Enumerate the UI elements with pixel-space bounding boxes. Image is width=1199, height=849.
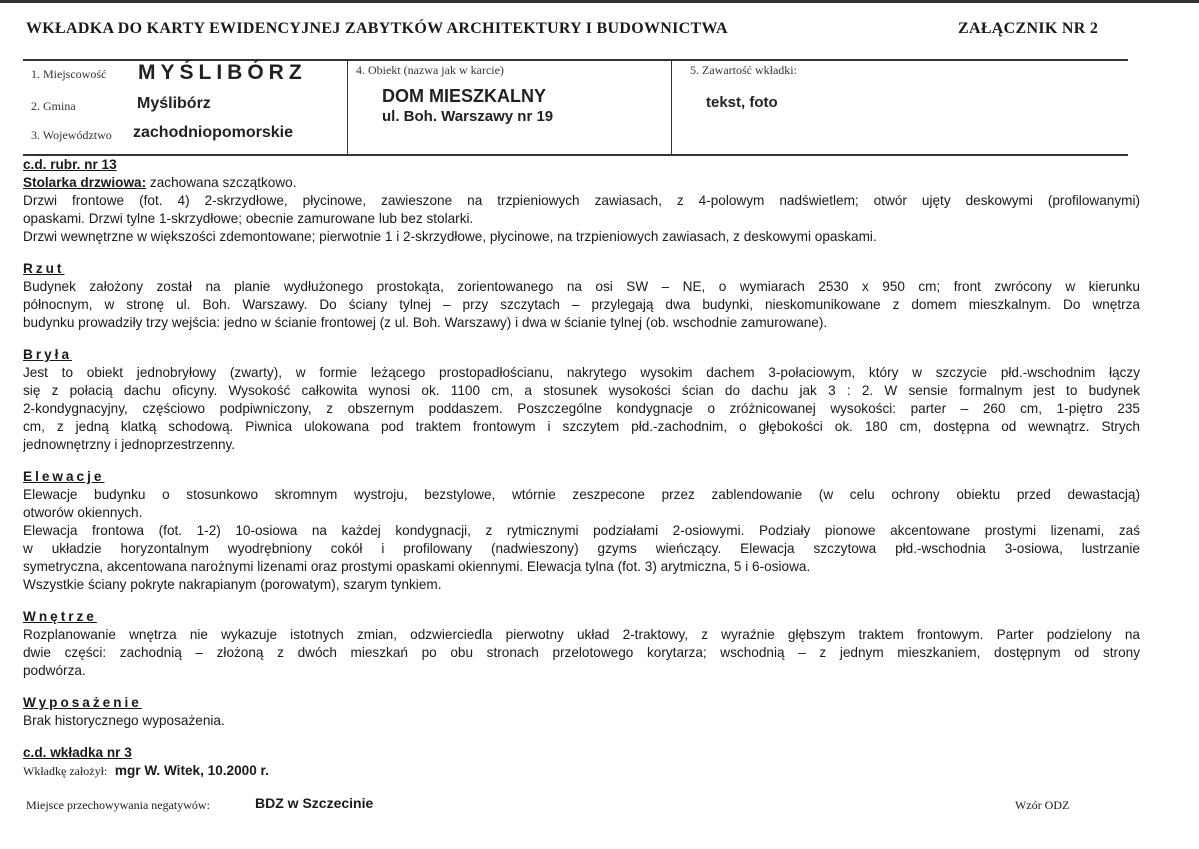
text-line: północnym, w stronę ul. Boh. Warszawy. Do ściany tylnej – przy szczytach – przylegają dwa budynki, nieskomunikowane z domem mieszkalnym. Do wnętrza [23, 297, 1140, 312]
scan-edge [0, 0, 1199, 3]
section-heading: Bryła [23, 347, 73, 362]
text-line: Drzwi wewnętrzne w większości zdemontowane; pierwotnie 1 i 2-skrzydłowe, płycinowe, na trzpieniowych zawiasach, z deskowymi opaskami. [23, 229, 877, 244]
gmina-value: Myślibórz [137, 95, 211, 112]
obiekt-label: 4. Obiekt (nazwa jak w karcie) [356, 63, 504, 77]
text-line: Budynek założony został na planie wydłużonego prostokąta, zorientowanego na osi SW – NE, o wymiarach 2530 x 950 cm; front zwrócony w kierunku [23, 279, 1140, 294]
wojewodztwo-label: 3. Województwo [31, 128, 112, 142]
author-label: Wkładkę założył: [23, 764, 108, 778]
text-line: Elewacje budynku o stosunkowo skromnym wystroju, bezstylowe, wtórnie zeszpecone przez zablendowanie (w celu ochrony obiektu przed dewastacją) [23, 487, 1140, 502]
cd-rubric: c.d. rubr. nr 13 [23, 157, 117, 172]
zawartosc-value: tekst, foto [706, 94, 778, 111]
text-line: jednownętrzny i jednoprzestrzenny. [23, 437, 236, 452]
miejscowosc-value: MYŚLIBÓRZ [138, 61, 307, 84]
author-row [23, 762, 1143, 780]
text-line: otworów okiennych. [23, 505, 143, 520]
section-heading: Elewacje [23, 469, 105, 484]
gmina-label: 2. Gmina [31, 99, 76, 113]
text-line: Wszystkie ściany pokryte nakrapianym (porowatym), szarym tynkiem. [23, 577, 442, 592]
text-line: się z połacią dachu oficyny. Wysokość całkowita wynosi ok. 1100 cm, a stosunek wysokości ścian do dachu jak 3 : 2. W sensie formalnym jest to budynek [23, 383, 1140, 398]
section-heading: Wyposażenie [23, 695, 142, 710]
wojewodztwo-value: zachodniopomorskie [133, 124, 294, 141]
text-line: symetryczna, akcentowana narożnymi lizenami oraz prostymi opaskami okiennymi. Elewacja tylna (fot. 3) arytmiczna, 5 i 6-osiowa. [23, 559, 811, 574]
section-heading: Wnętrze [23, 609, 97, 624]
text-line: budynku prowadziły trzy wejścia: jedno w ścianie frontowej (z ul. Boh. Warszawy) i dwa w ścianie tylnej (ob. wschodnie zamurowane). [23, 315, 828, 330]
text-line: 2-kondygnacyjny, częściowo podpiwniczony, z obszernym poddaszem. Poszczególne kondygnacje o zróżnicowanej wysokości: parter – 260 cm, 1-piętro 235 [23, 401, 1140, 416]
stolarka-label: Stolarka drzwiowa: [23, 175, 147, 190]
storage-label: Miejsce przechowywania negatywów: [26, 798, 210, 812]
template-label: Wzór ODZ [1015, 798, 1070, 812]
obiekt-address: ul. Boh. Warszawy nr 19 [382, 108, 554, 125]
text-line: Rozplanowanie wnętrza nie wykazuje istotnych zmian, odzwierciedla pierwotny układ 2-traktowy, z wyraźnie głębszym traktem frontowym. Parter podzielony na [23, 627, 1140, 642]
text-line: Elewacja frontowa (fot. 1-2) 10-osiowa na każdej kondygnacji, z rytmicznymi podziałami 2-osiowymi. Podziały pionowe akcentowane prostymi lizenami, zaś [23, 523, 1140, 538]
zawartosc-label: 5. Zawartość wkładki: [690, 63, 797, 77]
stolarka-summary: zachowana szczątkowo. [146, 175, 297, 190]
storage-value: BDZ w Szczecinie [255, 795, 374, 811]
author-value: mgr W. Witek, 10.2000 r. [114, 763, 269, 778]
text-line: Drzwi frontowe (fot. 4) 2-skrzydłowe, płycinowe, zawieszone na trzpieniowych zawiasach, z 4-polowym nadświetlem; otwór ujęty deskowymi (profilowanymi) [23, 193, 1140, 208]
text-line: dwie części: zachodnią – złożoną z dwóch mieszkań po obu stronach przelotowego korytarza; wschodnią – z jednym mieszkaniem, dostępnym od strony [23, 645, 1140, 660]
text-line: Brak historycznego wyposażenia. [23, 713, 225, 728]
document-title: WKŁADKA DO KARTY EWIDENCYJNEJ ZABYTKÓW ARCHITEKTURY I BUDOWNICTWA [26, 20, 728, 37]
annex-number: ZAŁĄCZNIK NR 2 [958, 20, 1099, 37]
text-line: cm, z jedną klatką schodową. Piwnica ulokowana pod traktem frontowym i szczytem płd.-zachodnim, o głębokości ok. 180 cm, dostępna od wewnątrz. Strych [23, 419, 1140, 434]
text-line: podwórza. [23, 663, 86, 678]
divider [347, 60, 348, 155]
miejscowosc-label: 1. Miejscowość [31, 67, 107, 81]
document-body [23, 156, 1143, 780]
cd-insert: c.d. wkładka nr 3 [23, 745, 132, 760]
text-line: Jest to obiekt jednobryłowy (zwarty), w formie leżącego prostopadłościanu, nakrytego wysokim dachem 3-połaciowym, który w szczycie płd.-wschodnim łączy [23, 365, 1140, 380]
obiekt-value: DOM MIESZKALNY [382, 86, 546, 106]
text-line: opaskami. Drzwi tylne 1-skrzydłowe; obecnie zamurowane lub bez stolarki. [23, 211, 474, 226]
divider [671, 60, 672, 155]
text-line: w układzie horyzontalnym wyodrębniony cokół i profilowany (nadwieszony) gzyms wieńczący. Elewacja szczytowa płd.-wschodnia 3-osiowa, lustrzanie [23, 541, 1140, 556]
section-heading: Rzut [23, 261, 65, 276]
stolarka-intro [23, 174, 1143, 192]
